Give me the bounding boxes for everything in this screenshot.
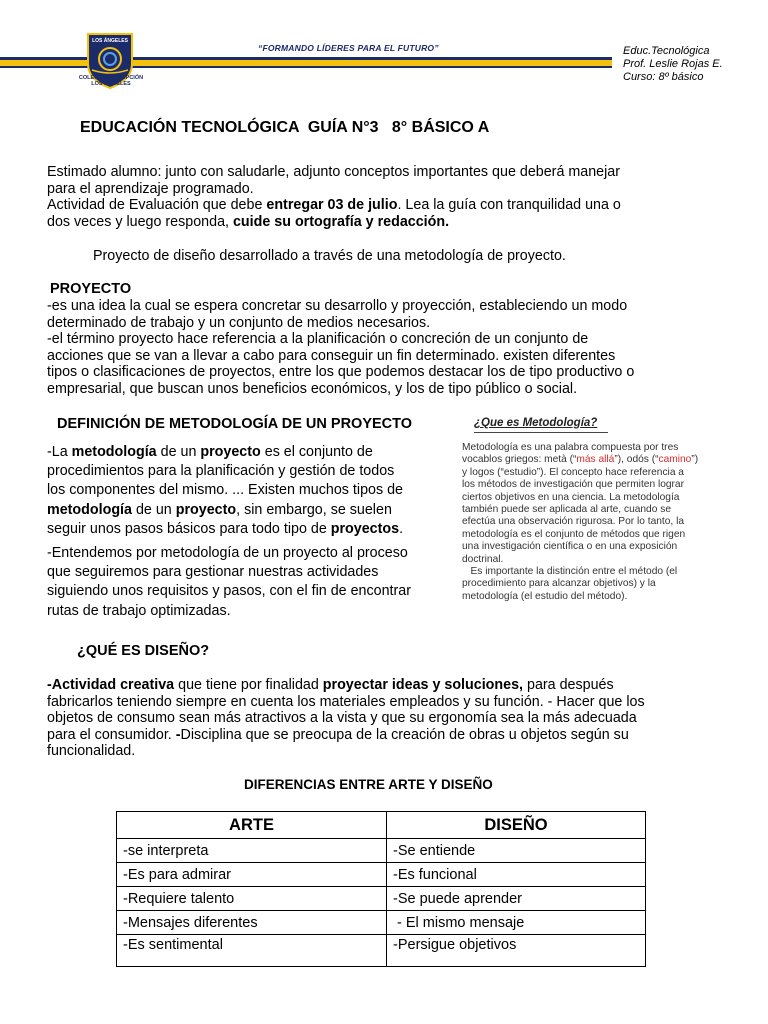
met1-line-3: los componentes del mismo. ... Existen muchos tipos de (47, 482, 403, 499)
met1-line-1 (47, 443, 447, 462)
project-intro-line: Proyecto de diseño desarrollado a través de una metodología de proyecto. (93, 248, 566, 264)
met1-line-4 (47, 501, 447, 520)
cell-diseno: -Se puede aprender (387, 887, 646, 911)
met1-l4-b: de un (132, 501, 176, 518)
met1-l4-c: proyecto (175, 501, 237, 518)
met1-line-2: procedimientos para la planificación y gestión de todos (47, 463, 395, 480)
scan-l2-e: ”) (691, 454, 699, 466)
intro-emphasis: cuide su ortografía y redacción. (232, 213, 450, 230)
met1-l1-a: -La (47, 444, 72, 460)
diseno-l4-c: Disciplina que se preocupa de la creación de obras u objetos según su (180, 726, 629, 743)
met1-l5-c: . (399, 520, 404, 537)
proyecto-line-6: empresarial, que buscan unos beneficios económicos, y los de tipo público o social. (47, 380, 578, 397)
table-row (117, 839, 646, 863)
scan-line-2 (462, 454, 712, 466)
cell-diseno: -Se entiende (387, 839, 646, 863)
column-header-arte: ARTE (117, 812, 387, 839)
scan-l2-camino: camino (658, 454, 692, 466)
scan-title-underline (474, 432, 608, 433)
intro-line-3 (47, 197, 707, 214)
diseno-line-5: funcionalidad. (47, 743, 136, 759)
scan-line-12: procedimiento para alcanzar objetivos) y la (462, 578, 656, 590)
met1-l4-d: , sin embargo, se suelen (236, 501, 392, 518)
scan-line-11: Es importante la distinción entre el método (el (462, 566, 678, 578)
arte-diseno-table (116, 811, 646, 967)
course-subject: Educ.Tecnológica (623, 45, 710, 57)
logo-caption (72, 75, 150, 87)
diseno-l1-c: proyectar ideas y soluciones, (322, 677, 524, 693)
cell-arte: -Es sentimental (117, 935, 387, 967)
table-row (117, 911, 646, 935)
table-header-row (117, 812, 646, 839)
school-slogan: “FORMANDO LÍDERES PARA EL FUTURO” (258, 43, 439, 53)
diseno-heading: ¿QUÉ ES DISEÑO? (77, 643, 210, 659)
diseno-paragraph (47, 677, 737, 760)
diseno-l4-b: - (175, 726, 181, 743)
met1-l1-c: de un (156, 444, 201, 460)
diferencias-heading: DIFERENCIAS ENTRE ARTE Y DISEÑO (244, 777, 493, 792)
scan-line-3: y logos (“estudio”). El concepto hace referencia a (462, 466, 684, 478)
met1-line-5 (47, 520, 447, 539)
diseno-l1-b: que tiene por finalidad (174, 677, 323, 693)
intro-line-4 (47, 214, 707, 231)
met1-l1-b: metodología (71, 444, 157, 460)
cell-diseno: -Es funcional (387, 863, 646, 887)
scan-l2-c: ”), odós (“ (614, 454, 659, 466)
page-title: EDUCACIÓN TECNOLÓGICA GUÍA N°3 8° BÁSICO A (80, 119, 490, 136)
table-row (117, 863, 646, 887)
met1-l5-a: seguir unos pasos básicos para todo tipo de (47, 520, 331, 537)
logo-caption-line-2: LOS ÁNGELES (91, 81, 131, 87)
metodologia-paragraph-1 (47, 443, 447, 539)
cell-arte: -Mensajes diferentes (117, 911, 387, 935)
diseno-line-2: fabricarlos teniendo siempre en cuenta los materiales empleados y su función. - Hacer que los (47, 693, 645, 710)
intro-line-2: para el aprendizaje programado. (47, 180, 254, 197)
intro-paragraph (47, 164, 707, 230)
scan-l2-a: vocablos griegos: metà (“ (462, 454, 577, 466)
scan-l2-mas-alla: más allá (576, 454, 615, 466)
scan-line-13: metodología (el estudio del método). (462, 590, 628, 602)
scan-line-1: Metodología es una palabra compuesta por tres (462, 442, 679, 453)
column-header-diseno: DISEÑO (387, 812, 646, 839)
met1-l5-b: proyectos (330, 520, 400, 537)
diseno-line-4 (47, 727, 737, 744)
scan-line-10: doctrinal. (462, 553, 504, 565)
scan-line-6: también puede ser aplicada al arte, cuando se (462, 504, 671, 516)
diseno-l1-d: para después (523, 677, 614, 693)
metodologia-paragraph-2 (47, 544, 447, 621)
cell-arte: -se interpreta (117, 839, 387, 863)
scan-excerpt-text (462, 442, 712, 603)
diseno-line-1 (47, 677, 737, 694)
proyecto-line-5: tipos o clasificaciones de proyectos, entre los que podemos destacar los de tipo productivo o (47, 364, 635, 380)
intro-line-4-text: dos veces y luego responda, (47, 213, 233, 230)
diseno-line-3: objetos de consumo sean más atractivos a la vista y que su ergonomía sea la más adecuada (47, 710, 637, 726)
proyecto-line-1: -es una idea la cual se espera concretar su desarrollo y proyección, estableciendo un modo (47, 298, 628, 314)
logo-top-text: LOS ÁNGELES (92, 38, 128, 44)
intro-line-1: Estimado alumno: junto con saludarle, adjunto conceptos importantes que deberá manejar (47, 164, 621, 180)
definicion-heading: DEFINICIÓN DE METODOLOGÍA DE UN PROYECTO (57, 416, 413, 432)
proyecto-line-3: -el término proyecto hace referencia a la planificación o concreción de un conjunto de (47, 331, 589, 347)
course-info (623, 45, 723, 84)
due-date: entregar 03 de julio (266, 197, 398, 213)
logo-caption-line-1: COLEGIO CONCEPCIÓN (78, 75, 144, 81)
diseno-l1-a: -Actividad creativa (47, 677, 175, 693)
proyecto-line-4: acciones que se van a llevar a cabo para conseguir un fin determinado. existen diferentes (47, 347, 616, 364)
cell-diseno: -Persigue objetivos (387, 935, 646, 967)
met2-line-1: -Entendemos por metodología de un proyecto al proceso (47, 545, 408, 561)
scan-line-8: metodología es el conjunto de métodos que rigen (462, 528, 686, 540)
cell-arte: -Es para admirar (117, 863, 387, 887)
teacher-name: Prof. Leslie Rojas E. (623, 58, 723, 70)
met1-l4-a: metodología (47, 501, 132, 518)
table-row (117, 935, 646, 967)
intro-line-3-rest: . Lea la guía con tranquilidad una o (397, 197, 621, 213)
met2-line-4: rutas de trabajo optimizadas. (47, 602, 231, 619)
met2-line-3: siguiendo unos requisitos y pasos, con el fin de encontrar (47, 583, 411, 600)
scan-line-9: una investigación científica o en una exposición (462, 541, 678, 553)
proyecto-heading: PROYECTO (50, 281, 132, 297)
intro-line-3-text: Actividad de Evaluación que debe (47, 197, 267, 213)
cell-diseno: - El mismo mensaje (387, 911, 646, 935)
met2-line-2: que seguiremos para gestionar nuestras actividades (47, 564, 379, 581)
scan-excerpt-title: ¿Que es Metodología? (474, 417, 598, 429)
cell-arte: -Requiere talento (117, 887, 387, 911)
scan-line-5: ciertos objetivos en una ciencia. La metodología (462, 491, 680, 503)
course-grade: Curso: 8º básico (623, 71, 704, 83)
diseno-l4-a: para el consumidor. (47, 726, 176, 743)
proyecto-line-2: determinado de trabajo y un conjunto de medios necesarios. (47, 314, 431, 331)
proyecto-paragraph (47, 298, 727, 397)
table-row (117, 887, 646, 911)
scan-line-7: efectúa una observación rigurosa. Por lo tanto, la (462, 516, 684, 528)
met1-l1-e: es el conjunto de (260, 444, 373, 460)
met1-l1-d: proyecto (200, 444, 261, 460)
scan-line-4: los métodos de investigación que permiten lograr (462, 479, 684, 491)
